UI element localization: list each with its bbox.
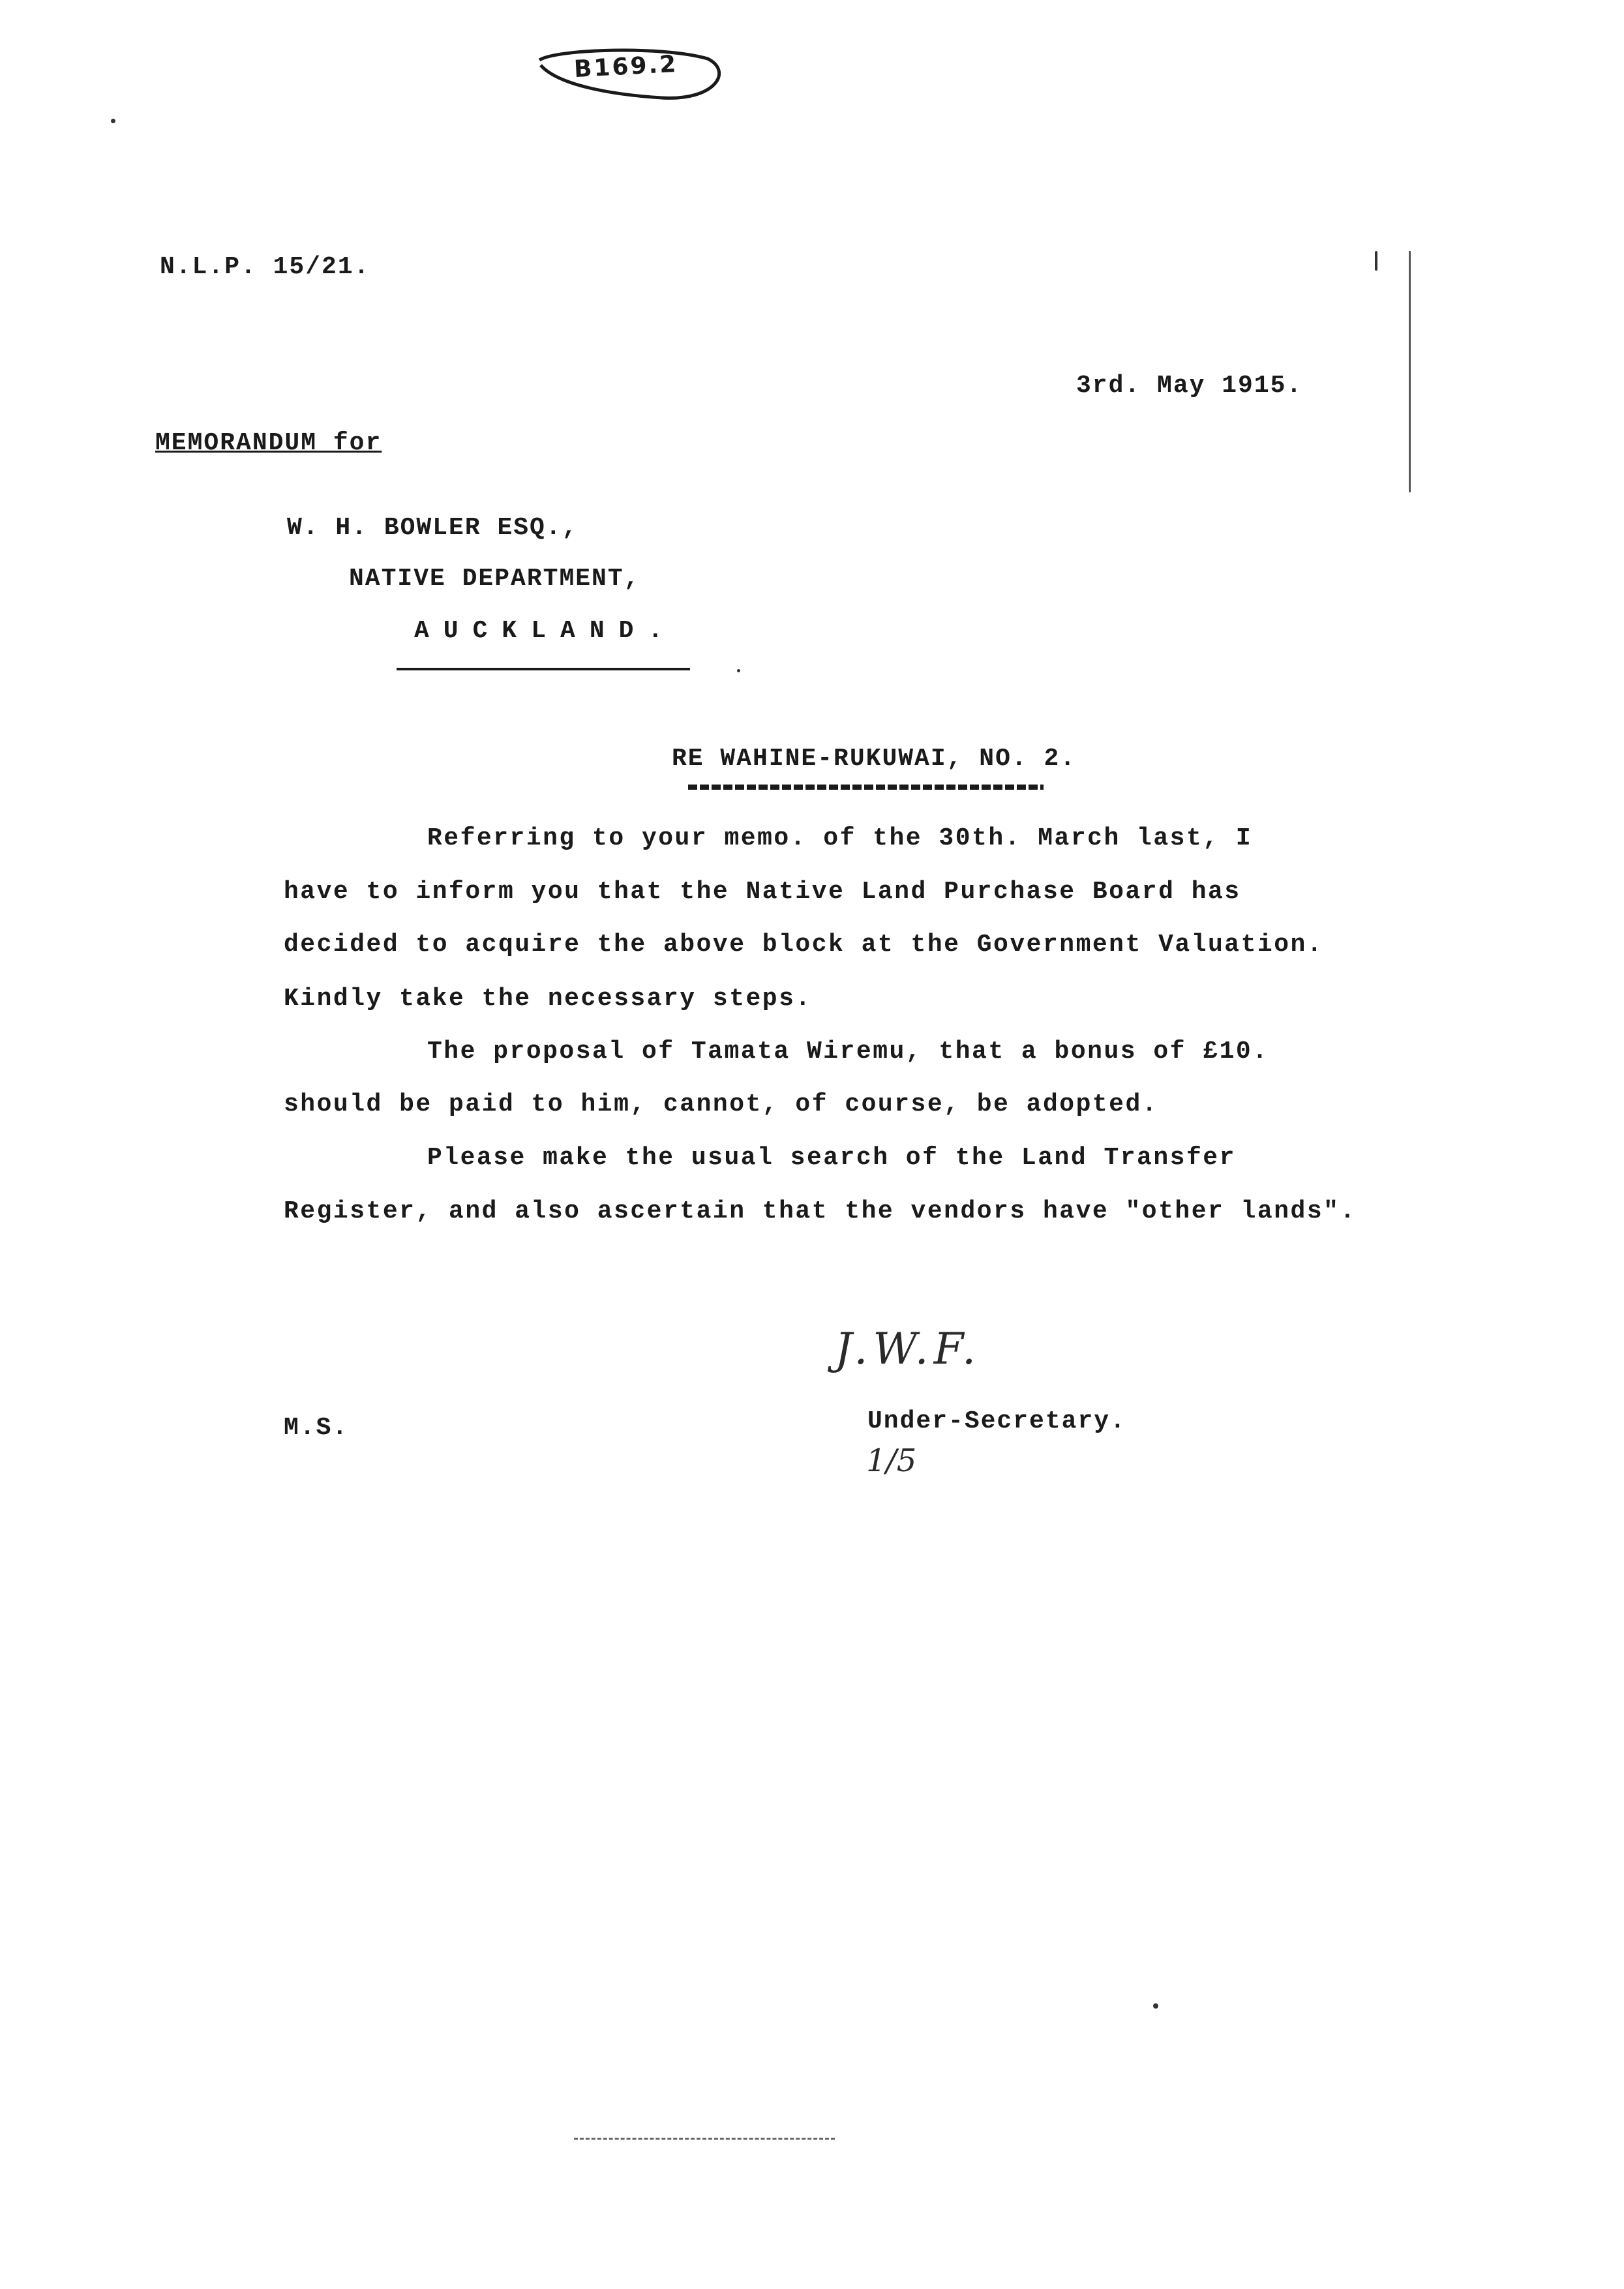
body-line: The proposal of Tamata Wiremu, that a bonus of £10. [427,1038,1269,1066]
subject-double-underline [688,785,1044,790]
scan-speck [737,669,740,672]
body-line: Kindly take the necessary steps. [284,985,812,1013]
handwritten-initials: J.W.F. [835,1324,982,1374]
addressee-department: NATIVE DEPARTMENT, [349,565,640,593]
body-line: Referring to your memo. of the 30th. March last, I [427,824,1253,852]
scan-speck [111,119,115,123]
memorandum-heading [155,429,382,457]
body-line: should be paid to him, cannot, of course, be adopted. [284,1090,1159,1118]
body-line: Register, and also ascertain that the vendors have "other lands". [284,1197,1357,1225]
subject-line: RE WAHINE-RUKUWAI, NO. 2. [672,745,1077,773]
scan-speck [1153,2003,1158,2009]
typist-initials: M.S. [284,1414,349,1442]
addressee-name: W. H. BOWLER ESQ., [287,514,579,542]
scan-smudge [574,2138,835,2140]
signatory-title: Under-Secretary. [867,1407,1126,1435]
addressee-city: AUCKLAND. [414,617,678,645]
margin-line [1409,251,1411,492]
body-line: decided to acquire the above block at the Government Valuation. [284,931,1324,959]
file-reference-number: B169.2 [573,50,679,83]
handwritten-mark: 1/5 [866,1443,917,1479]
memo-date: 3rd. May 1915. [1076,372,1303,400]
body-line: have to inform you that the Native Land Purchase Board has [284,878,1241,906]
reference-number: N.L.P. 15/21. [160,253,370,281]
address-underline [397,668,690,670]
memorandum-label: MEMORANDUM for [155,429,382,457]
scan-speck [1375,251,1377,271]
body-line: Please make the usual search of the Land Transfer [427,1144,1236,1172]
